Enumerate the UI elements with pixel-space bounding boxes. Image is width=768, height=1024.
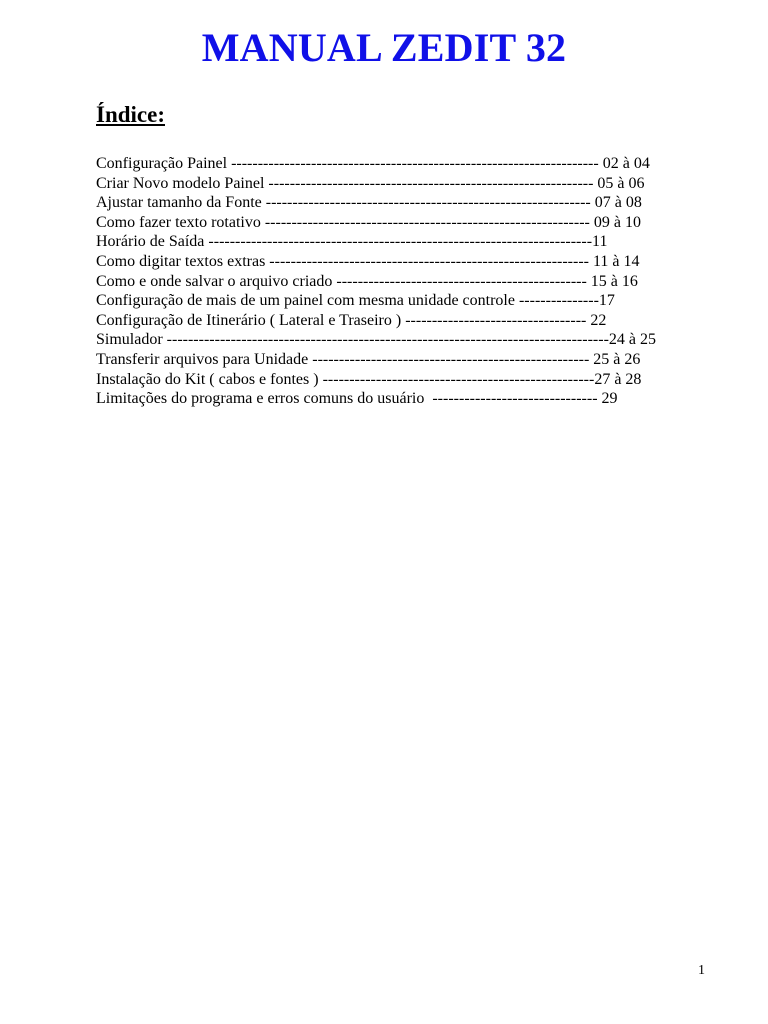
toc-entry: Configuração de Itinerário ( Lateral e Traseiro ) ---------------------------------- 22 bbox=[96, 311, 607, 329]
toc-entry: Configuração Painel --------------------------------------------------------------------- 02 à 04 bbox=[96, 155, 650, 172]
toc-entry: Simulador -----------------------------------------------------------------------------------24 à 25 bbox=[96, 331, 656, 349]
toc-entry: Limitações do programa e erros comuns do usuário ------------------------------- 29 bbox=[96, 390, 618, 408]
toc-entry: Configuração de mais de um painel com mesma unidade controle ---------------17 bbox=[96, 292, 615, 310]
document-title: MANUAL ZEDIT 32 bbox=[201, 25, 567, 70]
toc-entry: Criar Novo modelo Painel ------------------------------------------------------------- 05 à 06 bbox=[96, 174, 645, 192]
table-of-contents bbox=[96, 154, 668, 409]
toc-entry: Ajustar tamanho da Fonte ------------------------------------------------------------- 07 à 08 bbox=[96, 194, 642, 212]
toc-entry: Como digitar textos extras ------------------------------------------------------------ 11 à 14 bbox=[96, 252, 640, 270]
toc-entry: Como e onde salvar o arquivo criado ----------------------------------------------- 15 à 16 bbox=[96, 272, 638, 290]
toc-entry: Transferir arquivos para Unidade ---------------------------------------------------- 25 à 26 bbox=[96, 350, 641, 368]
toc-entry: Como fazer texto rotativo ------------------------------------------------------------- 09 à 10 bbox=[96, 213, 641, 231]
toc-entry: Instalação do Kit ( cabos e fontes ) ---------------------------------------------------27 à 28 bbox=[96, 370, 642, 388]
index-heading: Índice: bbox=[96, 102, 165, 127]
page-number: 1 bbox=[698, 963, 705, 978]
toc-entry: Horário de Saída ------------------------------------------------------------------------11 bbox=[96, 233, 608, 251]
